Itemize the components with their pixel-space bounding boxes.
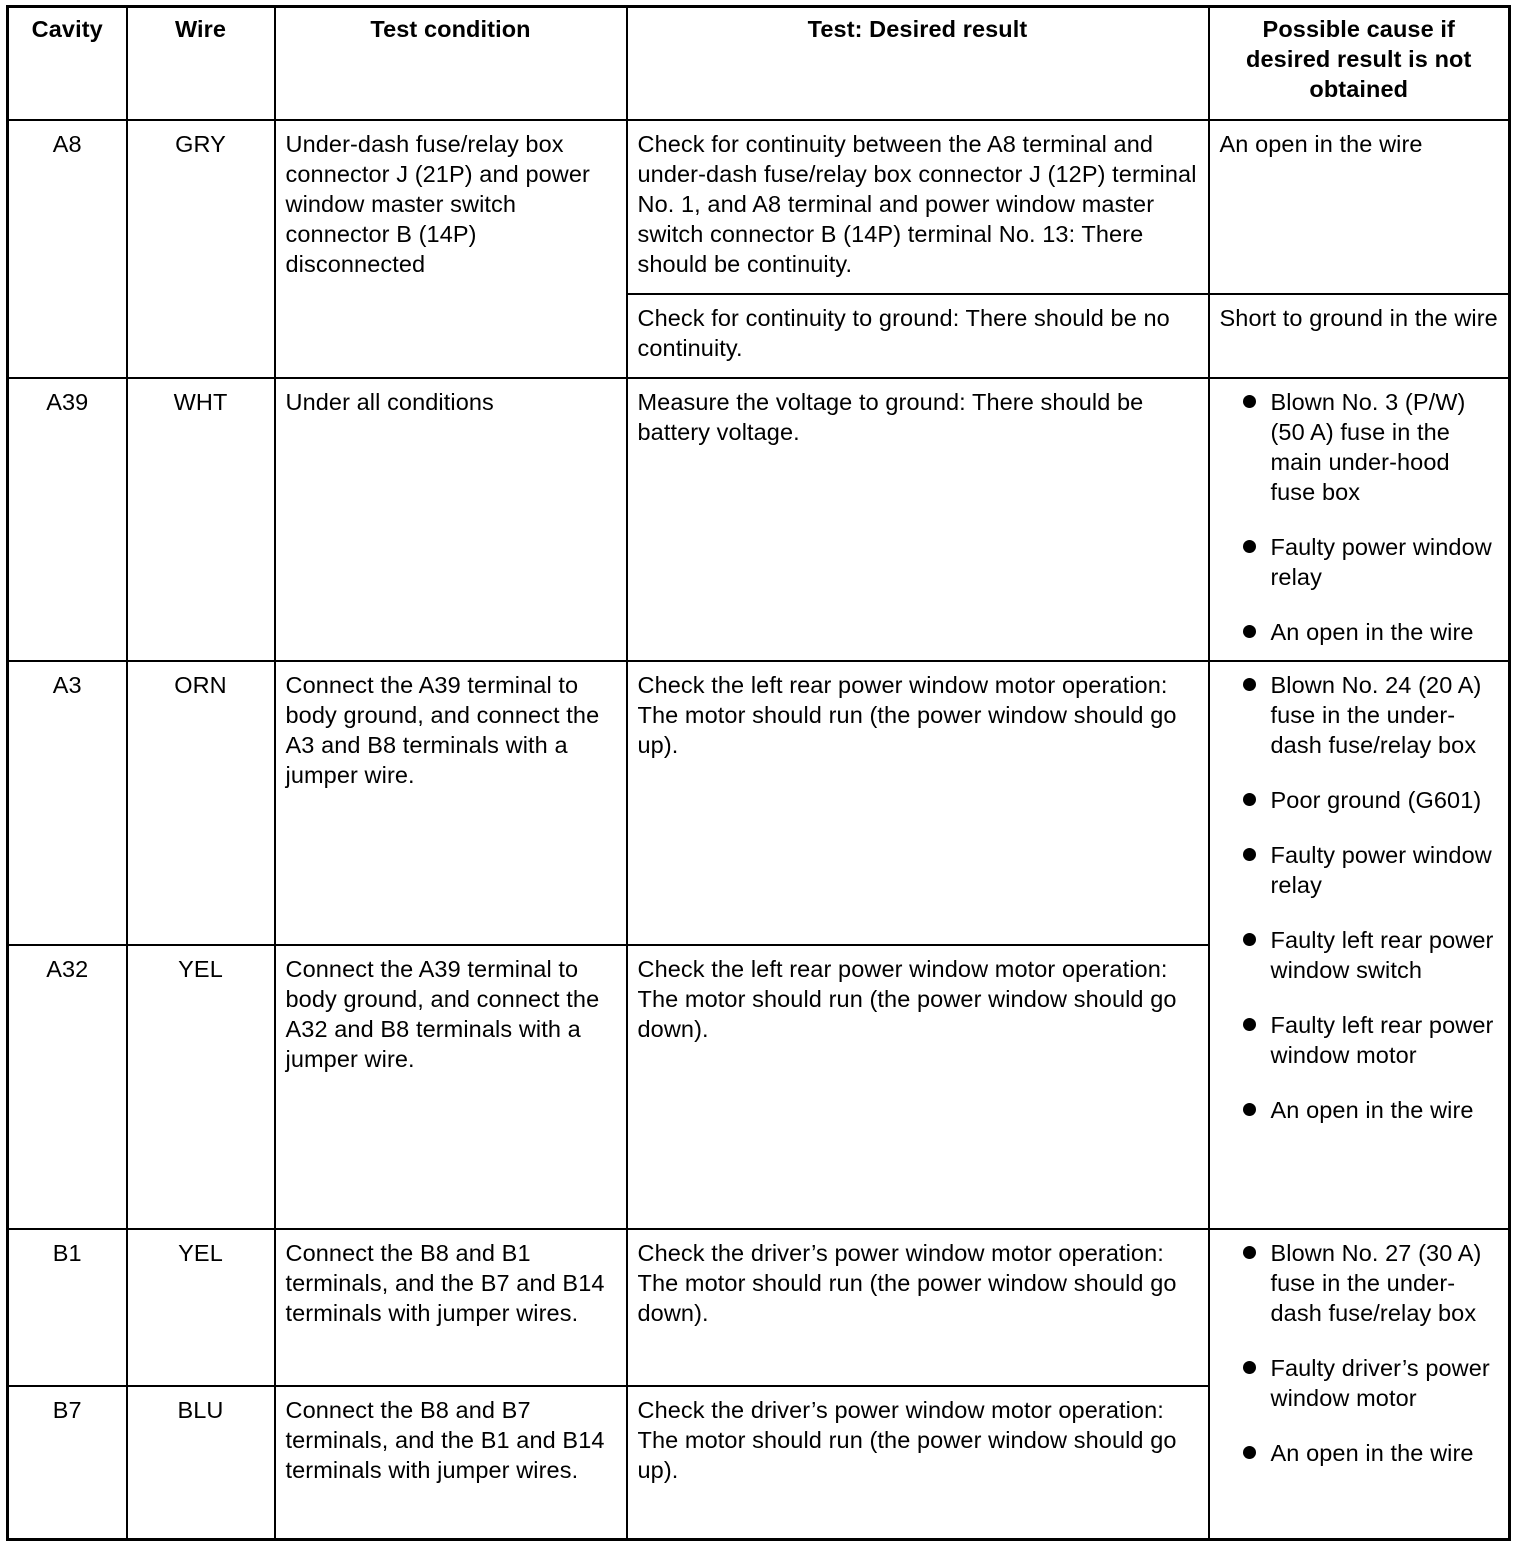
cause-text: Faulty left rear power window motor xyxy=(1270,1011,1494,1068)
troubleshooting-table xyxy=(6,5,1511,1541)
result-cell: Check the left rear power window motor operation: The motor should run (the power window should go up). xyxy=(627,661,1209,945)
list-item xyxy=(1220,785,1499,815)
bullet-icon xyxy=(1243,678,1256,691)
cause-text: An open in the wire xyxy=(1270,1439,1474,1466)
condition-cell: Connect the A39 terminal to body ground, and connect the A32 and B8 terminals with a jumper wire. xyxy=(275,945,627,1229)
condition-cell: Connect the A39 terminal to body ground, and connect the A3 and B8 terminals with a jumper wire. xyxy=(275,661,627,945)
bullet-icon xyxy=(1243,1246,1256,1259)
list-item xyxy=(1220,1010,1499,1070)
cause-cell: An open in the wire xyxy=(1209,120,1510,294)
table-row-a3 xyxy=(8,661,1510,945)
cavity-cell: B1 xyxy=(8,1229,127,1386)
bullet-icon xyxy=(1243,848,1256,861)
wire-cell: BLU xyxy=(127,1386,275,1540)
bullet-icon xyxy=(1243,793,1256,806)
list-item xyxy=(1220,532,1499,592)
cavity-cell: A32 xyxy=(8,945,127,1229)
cause-text: An open in the wire xyxy=(1270,618,1474,645)
table-row-b1 xyxy=(8,1229,1510,1386)
list-item xyxy=(1220,925,1499,985)
cause-text: Blown No. 24 (20 A) fuse in the under-dash fuse/relay box xyxy=(1270,671,1482,758)
header-possible-cause: Possible cause if desired result is not obtained xyxy=(1209,7,1510,120)
header-cavity: Cavity xyxy=(8,7,127,120)
wire-cell: ORN xyxy=(127,661,275,945)
header-wire: Wire xyxy=(127,7,275,120)
bullet-icon xyxy=(1243,1361,1256,1374)
list-item xyxy=(1220,1238,1499,1328)
cavity-cell: B7 xyxy=(8,1386,127,1540)
list-item xyxy=(1220,1438,1499,1468)
bullet-icon xyxy=(1243,1446,1256,1459)
cause-cell: Short to ground in the wire xyxy=(1209,294,1510,378)
result-cell: Measure the voltage to ground: There should be battery voltage. xyxy=(627,378,1209,661)
cause-text: Faulty power window relay xyxy=(1270,533,1492,590)
bullet-icon xyxy=(1243,1018,1256,1031)
result-cell: Check the driver’s power window motor operation: The motor should run (the power window should go up). xyxy=(627,1386,1209,1540)
cause-text: Poor ground (G601) xyxy=(1270,786,1482,813)
cause-list xyxy=(1220,387,1499,647)
cause-text: Blown No. 27 (30 A) fuse in the under-dash fuse/relay box xyxy=(1270,1239,1482,1326)
cause-text: An open in the wire xyxy=(1270,1096,1474,1123)
list-item xyxy=(1220,387,1499,507)
cause-text: Faulty driver’s power window motor xyxy=(1270,1354,1490,1411)
header-row xyxy=(8,7,1510,120)
bullet-icon xyxy=(1243,1103,1256,1116)
bullet-icon xyxy=(1243,395,1256,408)
cause-list xyxy=(1220,670,1499,1125)
condition-cell: Connect the B8 and B1 terminals, and the B7 and B14 terminals with jumper wires. xyxy=(275,1229,627,1386)
cause-list xyxy=(1220,1238,1499,1468)
wire-cell: GRY xyxy=(127,120,275,378)
cause-text: Faulty left rear power window switch xyxy=(1270,926,1494,983)
cavity-cell: A39 xyxy=(8,378,127,661)
wire-cell: YEL xyxy=(127,945,275,1229)
bullet-icon xyxy=(1243,625,1256,638)
condition-cell: Under-dash fuse/relay box connector J (21P) and power window master switch connector B (14P) disconnected xyxy=(275,120,627,378)
result-cell: Check the left rear power window motor operation: The motor should run (the power window should go down). xyxy=(627,945,1209,1229)
wire-cell: YEL xyxy=(127,1229,275,1386)
list-item xyxy=(1220,617,1499,647)
cause-cell xyxy=(1209,378,1510,661)
wire-cell: WHT xyxy=(127,378,275,661)
condition-cell: Connect the B8 and B7 terminals, and the B1 and B14 terminals with jumper wires. xyxy=(275,1386,627,1540)
result-cell: Check for continuity to ground: There should be no continuity. xyxy=(627,294,1209,378)
header-desired-result: Test: Desired result xyxy=(627,7,1209,120)
header-test-condition: Test condition xyxy=(275,7,627,120)
list-item xyxy=(1220,840,1499,900)
cavity-cell: A8 xyxy=(8,120,127,378)
list-item xyxy=(1220,1095,1499,1125)
bullet-icon xyxy=(1243,933,1256,946)
table-row-a8 xyxy=(8,120,1510,294)
list-item xyxy=(1220,1353,1499,1413)
cavity-cell: A3 xyxy=(8,661,127,945)
result-cell: Check for continuity between the A8 terminal and under-dash fuse/relay box connector J (12P) terminal No. 1, and A8 terminal and power window master switch connector B (14P) terminal No. 13: There should be continuity. xyxy=(627,120,1209,294)
cause-cell xyxy=(1209,1229,1510,1540)
bullet-icon xyxy=(1243,540,1256,553)
result-cell: Check the driver’s power window motor operation: The motor should run (the power window should go down). xyxy=(627,1229,1209,1386)
list-item xyxy=(1220,670,1499,760)
cause-text: Blown No. 3 (P/W) (50 A) fuse in the main under-hood fuse box xyxy=(1270,388,1466,505)
cause-cell xyxy=(1209,661,1510,1229)
cause-text: Faulty power window relay xyxy=(1270,841,1492,898)
condition-cell: Under all conditions xyxy=(275,378,627,661)
table-row-a39 xyxy=(8,378,1510,661)
